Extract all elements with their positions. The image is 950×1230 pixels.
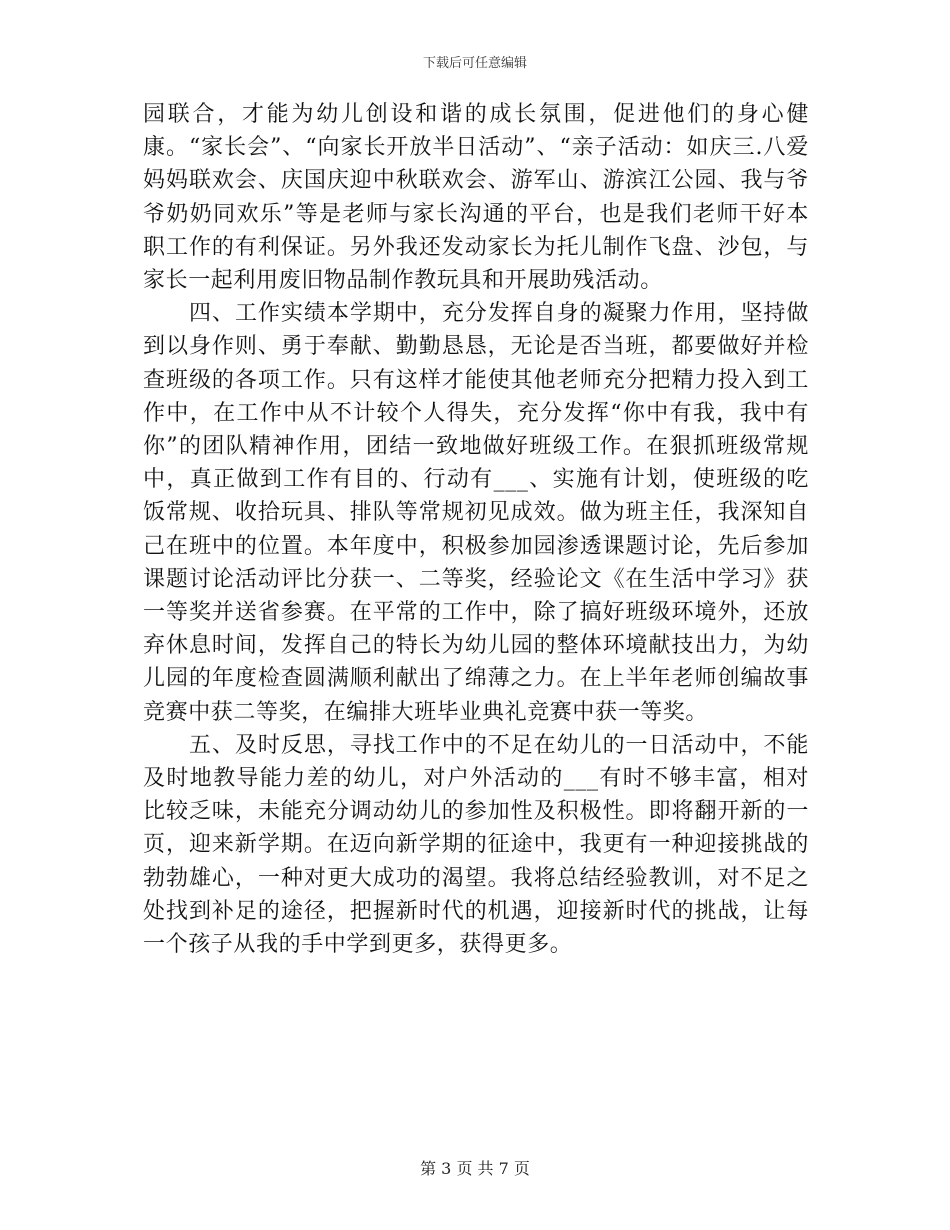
document-body <box>143 98 809 961</box>
paragraph-work-achievements: 四、工作实绩本学期中，充分发挥自身的凝聚力作用，坚持做到以身作则、勇于奉献、勤勤恳恳，无论是否当班，都要做好并检查班级的各项工作。只有这样才能使其他老师充分把精力投入到工作中，在工作中从不计较个人得失，充分发挥“你中有我，我中有你”的团队精神作用，团结一致地做好班级工作。在狠抓班级常规中，真正做到工作有目的、行动有___、实施有计划，使班级的吃饭常规、收拾玩具、排队等常规初见成效。做为班主任，我深知自己在班中的位置。本年度中，积极参加园渗透课题讨论，先后参加课题讨论活动评比分获一、二等奖，经验论文《在生活中学习》获一等奖并送省参赛。在平常的工作中，除了搞好班级环境外，还放弃休息时间，发挥自己的特长为幼儿园的整体环境献技出力，为幼儿园的年度检查圆满顺利献出了绵薄之力。在上半年老师创编故事竞赛中获二等奖，在编排大班毕业典礼竞赛中获一等奖。 <box>143 301 809 725</box>
paragraph-reflection: 五、及时反思，寻找工作中的不足在幼儿的一日活动中，不能及时地教导能力差的幼儿，对户外活动的___有时不够丰富，相对比较乏味，未能充分调动幼儿的参加性及积极性。即将翻开新的一页，迎来新学期。在迈向新学期的征途中，我更有一种迎接挑战的勃勃雄心，一种对更大成功的渴望。我将总结经验教训，对不足之处找到补足的途径，把握新时代的机遇，迎接新时代的挑战，让每一个孩子从我的手中学到更多，获得更多。 <box>143 732 809 958</box>
page-header: 下载后可任意编辑 <box>422 56 527 71</box>
paragraph-family-cooperation: 园联合，才能为幼儿创设和谐的成长氛围，促进他们的身心健康。“家长会”、“向家长开放半日活动”、“亲子活动：如庆三.八爱妈妈联欢会、庆国庆迎中秋联欢会、游军山、游滨江公园、我与爷爷奶奶同欢乐”等是老师与家长沟通的平台，也是我们老师干好本职工作的有利保证。另外我还发动家长为托儿制作飞盘、沙包，与家长一起利用废旧物品制作教玩具和开展助残活动。 <box>143 102 809 294</box>
page-number: 第 3 页 共 7 页 <box>420 1159 530 1178</box>
